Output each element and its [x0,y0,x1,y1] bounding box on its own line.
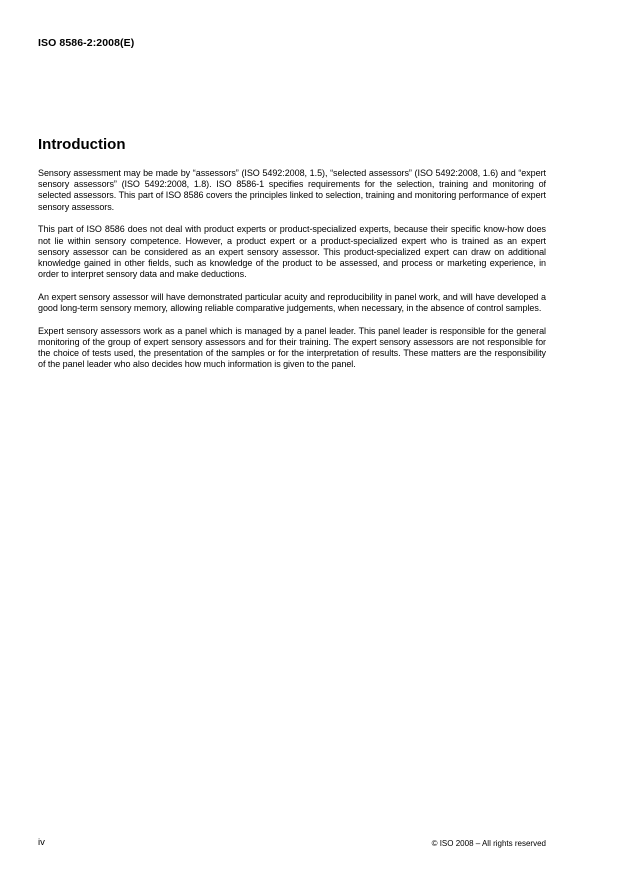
section-title: Introduction [38,136,126,153]
document-id: ISO 8586-2:2008(E) [38,37,135,49]
paragraph-2: This part of ISO 8586 does not deal with product experts or product-specialized experts, because their specific know-how does not lie within sensory competence. However, a product expert or a product-specialized expert who is trained as an expert sensory assessor can be considered as an expert sensory assessor. This product-specialized expert can draw on additional knowledge gained in other fields, such as knowledge of the product to be assessed, and process or marketing experience, in order to interpret sensory data and make deductions. [38,224,546,280]
introduction-body [38,168,546,382]
page-number: iv [38,837,45,848]
paragraph-1: Sensory assessment may be made by “assessors” (ISO 5492:2008, 1.5), “selected assessors” (ISO 5492:2008, 1.6) and “expert sensory assessors” (ISO 5492:2008, 1.8). ISO 8586-1 specifies requirements for the selection, training and monitoring of selected assessors. This part of ISO 8586 covers the principles linked to selection, training and monitoring performance of expert sensory assessors. [38,168,546,212]
paragraph-3: An expert sensory assessor will have demonstrated particular acuity and reproducibility in panel work, and will have developed a good long-term sensory memory, allowing reliable comparative judgements, when necessary, in the absence of control samples. [38,291,546,314]
paragraph-4: Expert sensory assessors work as a panel which is managed by a panel leader. This panel leader is responsible for the general monitoring of the group of expert sensory assessors and for their training. The expert sensory assessors are not responsible for the choice of tests used, the presentation of the samples or for the interpretation of results. These matters are the responsibility of the panel leader who also decides how much information is given to the panel. [38,325,546,370]
copyright-notice: © ISO 2008 – All rights reserved [431,839,546,848]
